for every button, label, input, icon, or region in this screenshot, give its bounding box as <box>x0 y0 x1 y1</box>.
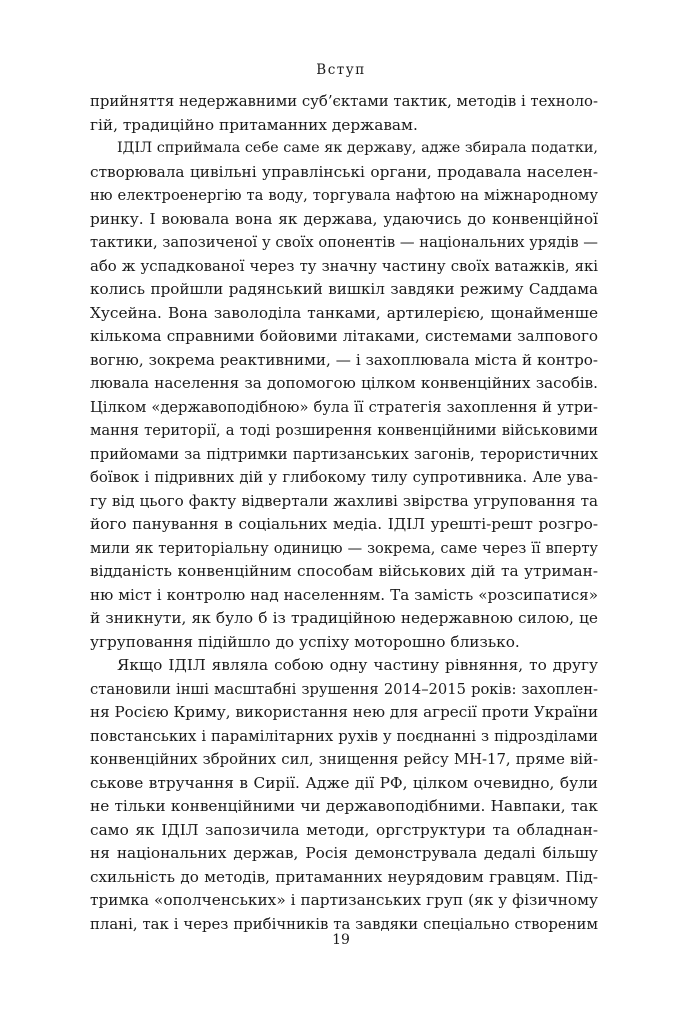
text-line: гу від цього факту відвертали жахливі звірства угруповання та <box>90 491 598 510</box>
text-line: становили інші масштабні зрушення 2014–2015 років: захоплен- <box>90 680 598 698</box>
text-line: угруповання підійшло до успіху моторошно близько. <box>90 632 520 651</box>
text-line: схильність до методів, притаманних неурядовим гравцям. Під- <box>90 867 598 886</box>
text-line: прийняття недержавними суб’єктами тактик, методів і техноло- <box>90 92 598 110</box>
text-line: кількома справними бойовими літаками, системами залпового <box>90 327 598 345</box>
text-line: ськове втручання в Сирії. Адже дії РФ, цілком очевидно, були <box>90 773 598 792</box>
text-line: Хусейна. Вона заволоділа танками, артилерією, щонайменше <box>90 303 598 322</box>
running-head: Вступ <box>316 62 366 78</box>
paragraph <box>90 90 598 137</box>
text-line: ню міст і контролю над населенням. Та замість «розсипатися» <box>90 585 598 604</box>
text-line: боївок і підривних дій у глибокому тилу супротивника. Але ува- <box>90 468 598 486</box>
text-line: створювала цивільні управлінські органи, продавала населен- <box>90 162 598 181</box>
text-line: й зникнути, як було б із традиційною недержавною силою, це <box>90 609 598 627</box>
text-line: ринку. І воювала вона як держава, удаючись до конвенційної <box>90 209 598 228</box>
text-line: ня Росією Криму, використання нею для агресії проти України <box>90 703 598 721</box>
text-line: колись пройшли радянський вишкіл завдяки режиму Саддама <box>90 280 598 298</box>
text-line: гій, традиційно притаманних державам. <box>90 115 418 134</box>
text-line: тримка «ополченських» і партизанських груп (як у фізичному <box>90 891 598 909</box>
text-line: його панування в соціальних медіа. ІДІЛ урешті-решт розгро- <box>90 515 598 533</box>
paragraph <box>90 654 598 936</box>
text-line: ня національних держав, Росія демонструвала дедалі більшу <box>90 844 598 862</box>
text-line: конвенційних збройних сил, знищення рейсу MH-17, пряме вій- <box>90 750 598 768</box>
text-line: мання території, а тоді розширення конвенційними військовими <box>90 422 598 439</box>
text-line: плані, так і через прибічників та завдяки спеціально створеним <box>90 914 598 933</box>
text-line: повстанських і парамілітарних рухів у поєднанні з підрозділами <box>90 726 598 745</box>
text-line: вогню, зокрема реактивними, — і захоплювала міста й контро- <box>90 350 598 369</box>
text-line: само як ІДІЛ запозичила методи, оргструктури та обладнан- <box>90 820 598 839</box>
body-text <box>90 90 598 936</box>
text-line: або ж успадкованої через ту значну частину своїх ватажків, які <box>90 256 598 275</box>
text-line: мили як територіальну одиницю — зокрема, саме через її вперту <box>90 539 598 557</box>
text-line: Цілком «державоподібною» була її стратегія захоплення й утри- <box>90 398 598 416</box>
paragraph <box>90 137 598 654</box>
text-line: тактики, запозиченої у своїх опонентів — національних урядів — <box>90 234 598 251</box>
text-line: прийомами за підтримки партизанських загонів, терористичних <box>90 445 598 463</box>
text-line: лювала населення за допомогою цілком конвенційних засобів. <box>90 374 598 392</box>
text-line: Якщо ІДІЛ являла собою одну частину рівняння, то другу <box>117 656 598 674</box>
page-number: 19 <box>332 932 350 948</box>
text-line: ІДІЛ сприймала себе саме як державу, адже збирала податки, <box>117 140 598 156</box>
text-line: ню електроенергію та воду, торгувала нафтою на міжнародному <box>90 187 598 204</box>
text-line: відданість конвенційним способам військових дій та утриман- <box>90 562 598 580</box>
text-line: не тільки конвенційними чи державоподібними. Навпаки, так <box>90 797 598 815</box>
